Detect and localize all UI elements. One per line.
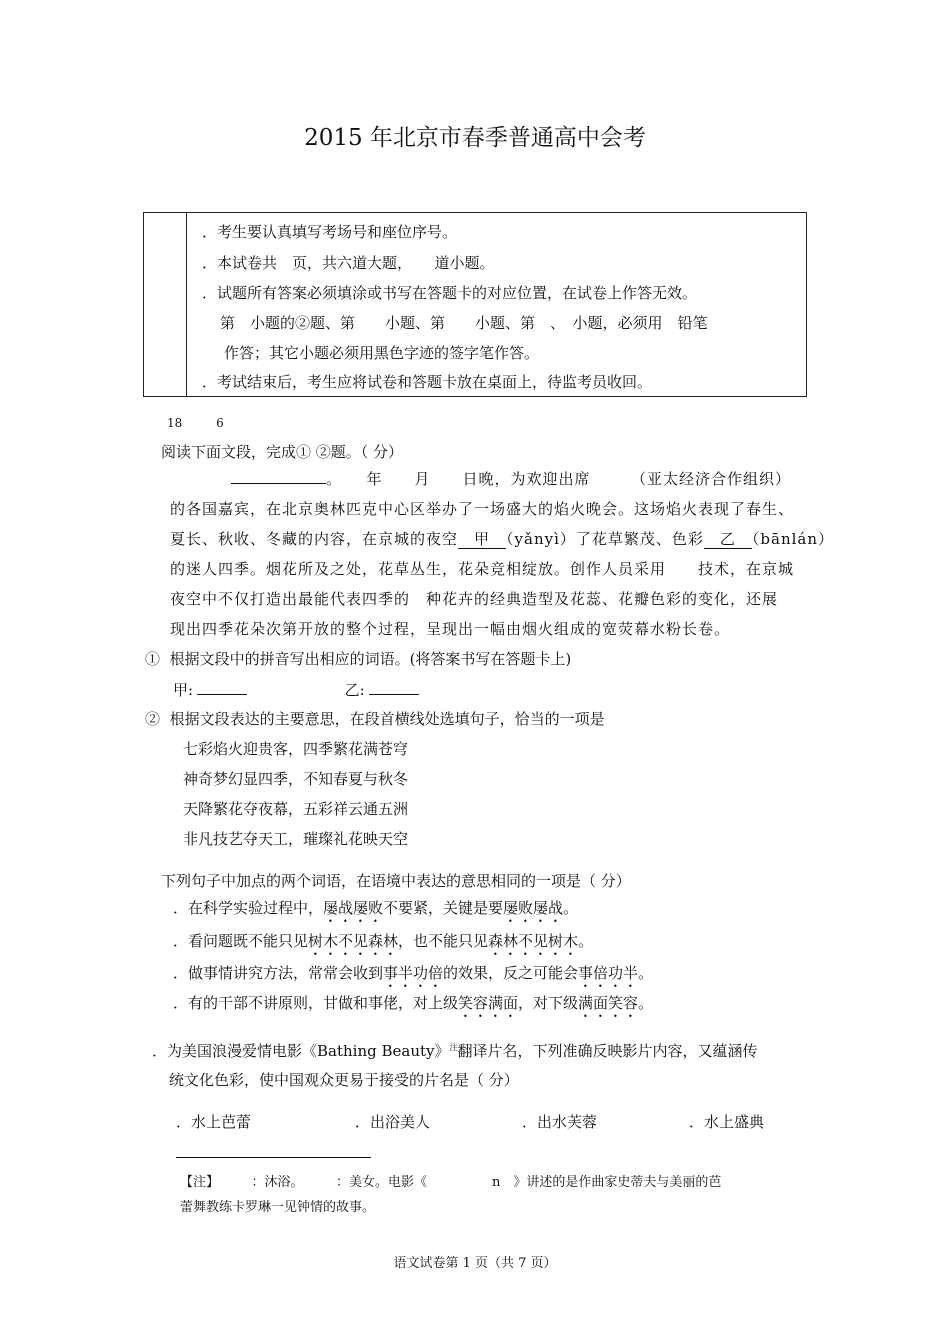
sub-mark: ①	[145, 650, 161, 668]
q2-option	[173, 962, 653, 991]
page-footer: 语文试卷第 1 页（共 7 页）	[393, 1256, 557, 1271]
q3-option-b: ．出浴美人	[355, 1113, 431, 1131]
section-count: 6	[216, 416, 224, 430]
blank-jia: 甲	[458, 530, 507, 548]
footnote-marker: 注	[449, 1043, 458, 1052]
answer-blank-yi	[369, 680, 419, 695]
q3-option-a: ．水上芭蕾	[176, 1113, 252, 1131]
q2-option	[173, 992, 653, 1021]
q3-stem-line1	[152, 1040, 758, 1061]
q1-passage-line: 现出四季花朵次第开放的整个过程，呈现出一幅由烟火组成的宽荧幕水粉长卷。	[170, 620, 731, 638]
q1-passage-line: 的各国嘉宾，在北京奥林匹克中心区举办了一场盛大的焰火晚会。这场焰火表现了春生、	[170, 500, 795, 518]
notice-line: ．考生要认真填写考场号和座位序号。	[202, 223, 458, 241]
option-text: ．有的干部不讲原则，甘做和事佬，对上级	[173, 994, 459, 1012]
option-text: 。	[563, 899, 579, 917]
q1-sub2-option: 神奇梦幻显四季，不知春夏与秋冬	[183, 770, 409, 788]
dotted-word: 满面笑容	[578, 994, 639, 1012]
passage-text: （yǎnyì）了花草繁茂、色彩	[506, 530, 704, 548]
section-score: 18	[167, 416, 183, 430]
q3-text: ．为美国浪漫爱情电影《Bathing Beauty》	[152, 1042, 450, 1060]
q2-stem: 下列句子中加点的两个词语，在语境中表达的意思相同的一项是（ 分）	[161, 872, 631, 890]
q3-option-c: ．出水芙蓉	[522, 1113, 598, 1131]
answer-blank-jia	[197, 680, 247, 695]
option-text: 的效果，反之可能会	[443, 964, 579, 982]
passage-text: 。 年 月 日晚，为欢迎出席 （亚太经济合作组织）	[326, 470, 792, 488]
notice-line: ．试题所有答案必须填涂或书写在答题卡的对应位置，在试卷上作答无效。	[202, 284, 698, 302]
q2-option	[173, 930, 593, 959]
q1-passage-line	[231, 468, 791, 489]
answer-blank	[231, 469, 326, 484]
q1-sub2-option: 非凡技艺夺天工，璀璨礼花映天空	[183, 830, 409, 848]
dotted-word: 森林不见树木	[488, 932, 579, 950]
q1-passage-line: 夜空中不仅打造出最能代表四季的 种花卉的经典造型及花蕊、花瓣色彩的变化，还展	[170, 590, 779, 608]
q1-sub2-option: 天降繁花夺夜幕，五彩祥云通五洲	[183, 800, 409, 818]
q1-passage-line: 的迷人四季。烟花所及之处，花草丛生，花朵竞相绽放。创作人员采用 技术，在京城	[170, 560, 795, 578]
option-text: ，对下级	[518, 994, 579, 1012]
q1-stem: 阅读下面文段，完成① ②题。（ 分）	[161, 443, 404, 461]
footnote-line: 蕾舞教练卡罗琳一见钟情的故事。	[180, 1200, 376, 1215]
option-text: ．做事情讲究方法，常常会收到	[173, 964, 384, 982]
blank-yi: 乙	[703, 530, 752, 548]
q1-passage-line	[170, 528, 834, 549]
dotted-word: 屡战屡败	[323, 899, 384, 917]
q1-sub2	[145, 708, 605, 729]
dotted-word: 屡败屡战	[503, 899, 564, 917]
passage-text: 夏长、秋收、冬藏的内容，在京城的夜空	[170, 530, 459, 548]
sub-mark: ②	[145, 710, 161, 728]
q2-option	[173, 897, 578, 926]
dotted-word: 事倍功半	[578, 964, 639, 982]
section-heading	[145, 416, 224, 430]
sub-text: 根据文段中的拼音写出相应的词语。(将答案书写在答题卡上)	[169, 650, 572, 668]
option-text: 。	[638, 964, 654, 982]
notice-side-column	[144, 213, 187, 396]
option-text: ．看问题既不能只见	[173, 932, 309, 950]
dotted-word: 事半功倍	[383, 964, 444, 982]
footnote-divider	[176, 1157, 371, 1158]
option-text: 不要紧，关键是要	[383, 899, 504, 917]
q1-sub2-option: 七彩焰火迎贵客，四季繁花满苍穹	[183, 740, 409, 758]
option-text: ．在科学实验过程中，	[173, 899, 324, 917]
option-text: ，也不能只见	[398, 932, 489, 950]
exam-notice-box	[143, 212, 807, 397]
label-jia: 甲:	[173, 681, 194, 699]
q3-text: 翻译片名，下列准确反映影片内容，又蕴涵传	[457, 1042, 758, 1060]
exam-title: 2015 年北京市春季普通高中会考	[304, 125, 646, 151]
footnote-line: 【注】 ：沐浴。 ：美女。电影《 n 》讲述的是作曲家史蒂夫与美丽的芭	[180, 1175, 722, 1190]
notice-line: 作答；其它小题必须用黑色字迹的签字笔作答。	[224, 344, 540, 362]
notice-line: ．本试卷共 页，共六道大题， 道小题。	[202, 254, 495, 272]
dotted-word: 笑容满面	[458, 994, 519, 1012]
notice-line: ．考试结束后，考生应将试卷和答题卡放在桌面上，待监考员收回。	[202, 373, 653, 391]
q1-sub1	[145, 648, 571, 669]
sub-text: 根据文段表达的主要意思，在段首横线处选填句子，恰当的一项是	[169, 710, 605, 728]
dotted-word: 树木不见森林	[308, 932, 399, 950]
q3-stem-line2: 统文化色彩，使中国观众更易于接受的片名是（ 分）	[169, 1071, 519, 1089]
q3-option-d: ．水上盛典	[689, 1113, 765, 1131]
passage-text: （bānlán）	[751, 530, 835, 548]
option-text: 。	[638, 994, 654, 1012]
label-yi: 乙:	[344, 681, 365, 699]
q1-sub1-answers	[173, 679, 419, 700]
notice-line: 第 小题的②题、第 小题、第 小题、第 、 小题，必须用 铅笔	[220, 314, 708, 332]
option-text: 。	[578, 932, 594, 950]
